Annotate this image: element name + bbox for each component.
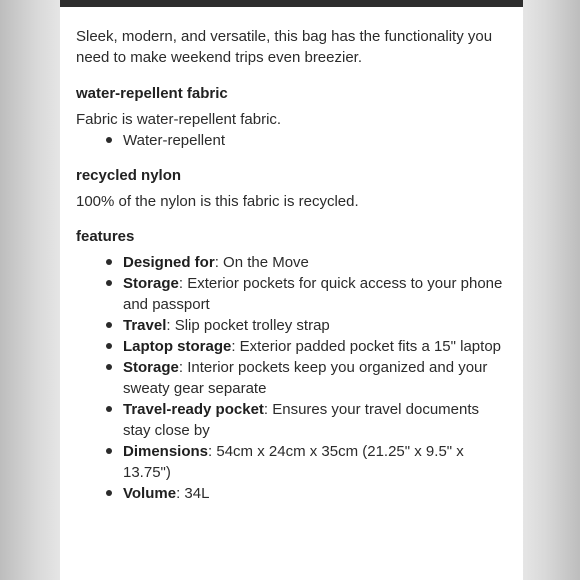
list-item: Water-repellent bbox=[123, 130, 509, 151]
section-water-repellent bbox=[76, 84, 509, 151]
feature-value: : Ensures your travel documents stay close by bbox=[123, 401, 480, 439]
feature-value: : Exterior padded pocket fits a 15" laptop bbox=[231, 338, 501, 355]
feature-value: : Slip pocket trolley strap bbox=[166, 317, 330, 334]
section-recycled-nylon bbox=[76, 166, 509, 212]
background-right bbox=[522, 0, 580, 580]
section-features bbox=[76, 227, 509, 504]
top-divider bbox=[60, 0, 523, 7]
section-heading: water-repellent fabric bbox=[76, 85, 228, 102]
feature-item bbox=[123, 483, 509, 504]
feature-label: Laptop storage bbox=[123, 338, 232, 355]
feature-value: : On the Move bbox=[214, 254, 309, 271]
feature-value: : Exterior pockets for quick access to your phone and passport bbox=[123, 275, 503, 313]
feature-label: Storage bbox=[123, 359, 179, 376]
bullet-list bbox=[76, 130, 509, 151]
features-list bbox=[76, 252, 509, 504]
feature-item bbox=[123, 252, 509, 273]
feature-label: Dimensions bbox=[123, 443, 209, 460]
feature-item bbox=[123, 336, 509, 357]
feature-item bbox=[123, 357, 509, 399]
feature-item bbox=[123, 441, 509, 483]
section-text: Fabric is water-repellent fabric. bbox=[76, 111, 282, 128]
feature-item bbox=[123, 315, 509, 336]
feature-label: Storage bbox=[123, 275, 179, 292]
intro-text: Sleek, modern, and versatile, this bag has the functionality you need to make weekend trips even breezier. bbox=[76, 28, 493, 66]
section-heading: features bbox=[76, 228, 135, 245]
feature-label: Designed for bbox=[123, 254, 215, 271]
section-text: 100% of the nylon is this fabric is recycled. bbox=[76, 193, 359, 210]
feature-label: Volume bbox=[123, 485, 177, 502]
product-description-card bbox=[60, 7, 523, 580]
feature-value: : 34L bbox=[176, 485, 210, 502]
feature-label: Travel bbox=[123, 317, 167, 334]
feature-value: : 54cm x 24cm x 35cm (21.25" x 9.5" x 13.75") bbox=[123, 443, 464, 481]
feature-label: Travel-ready pocket bbox=[123, 401, 264, 418]
feature-value: : Interior pockets keep you organized and your sweaty gear separate bbox=[123, 359, 488, 397]
feature-item bbox=[123, 399, 509, 441]
background-left bbox=[0, 0, 62, 580]
section-heading: recycled nylon bbox=[76, 167, 182, 184]
feature-item bbox=[123, 273, 509, 315]
